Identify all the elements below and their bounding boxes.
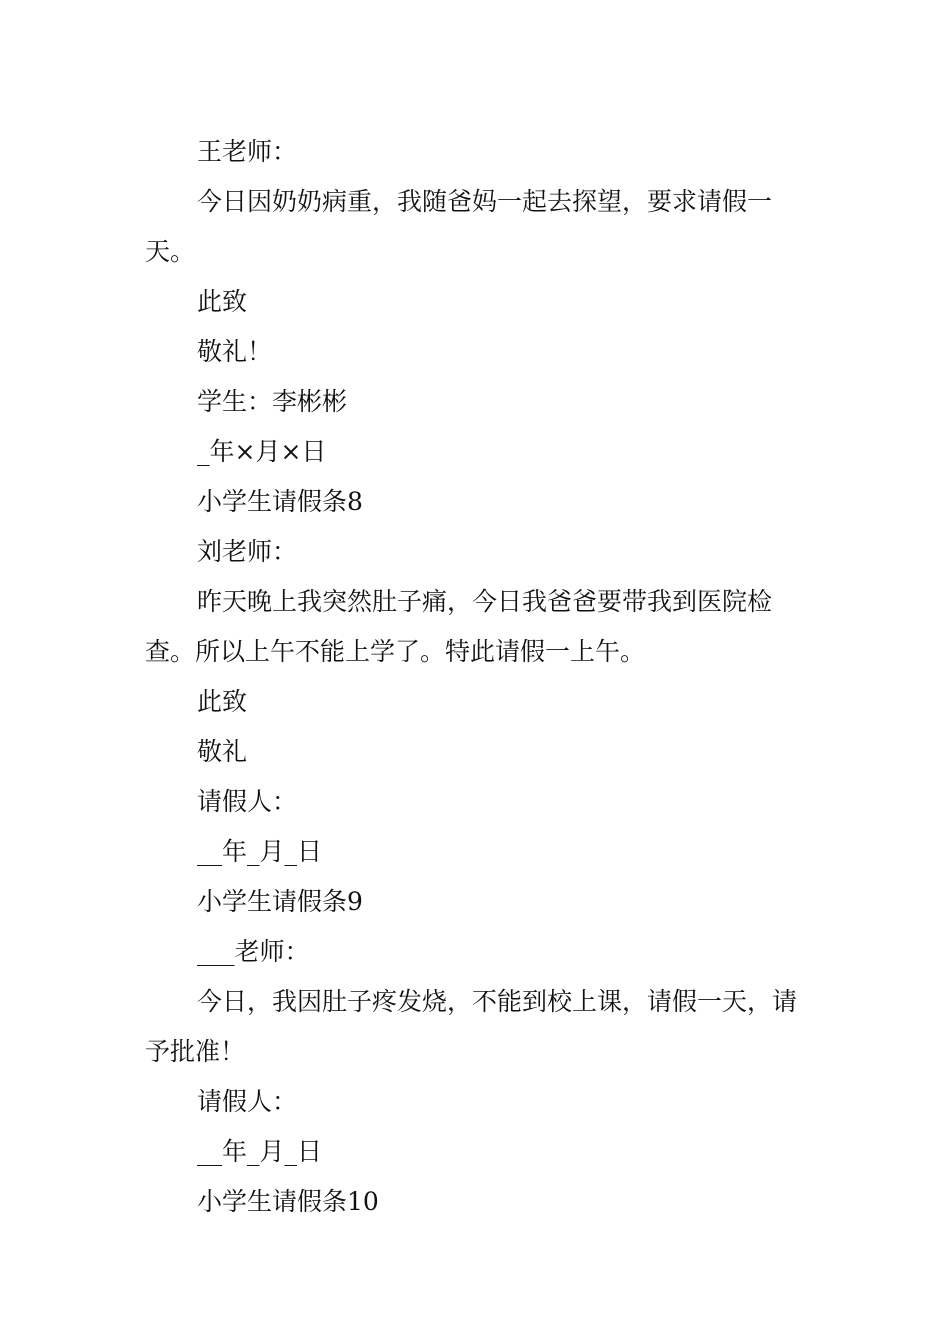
closing-jingli-1: 敬礼！ <box>197 337 273 366</box>
date-line-2: __年_月_日 <box>197 837 323 866</box>
section-heading-9: 小学生请假条9 <box>197 887 363 916</box>
leave-reason-3: 今日，我因肚子疼发烧，不能到校上课，请假一天，请予批准！ <box>145 987 798 1066</box>
section-heading-8: 小学生请假条8 <box>197 487 363 516</box>
date-line-1: _年×月×日 <box>197 437 327 466</box>
signature-applicant-2: 请假人： <box>197 1087 298 1116</box>
signature-applicant-1: 请假人： <box>197 787 298 816</box>
salutation-liu: 刘老师： <box>197 537 298 566</box>
leave-reason-2: 昨天晚上我突然肚子痛，今日我爸爸要带我到医院检查。所以上午不能上学了。特此请假一上午。 <box>145 587 773 666</box>
closing-jingli-2: 敬礼 <box>197 737 248 766</box>
section-heading-10: 小学生请假条10 <box>197 1187 379 1216</box>
signature-student: 学生：李彬彬 <box>197 387 348 416</box>
salutation-blank: ___老师： <box>197 937 310 966</box>
date-line-3: __年_月_日 <box>197 1137 323 1166</box>
salutation-wang: 王老师： <box>197 137 298 166</box>
closing-cizhi-1: 此致 <box>197 287 248 316</box>
document-body <box>145 127 810 1227</box>
closing-cizhi-2: 此致 <box>197 687 248 716</box>
leave-reason-1: 今日因奶奶病重，我随爸妈一起去探望，要求请假一天。 <box>145 187 773 266</box>
